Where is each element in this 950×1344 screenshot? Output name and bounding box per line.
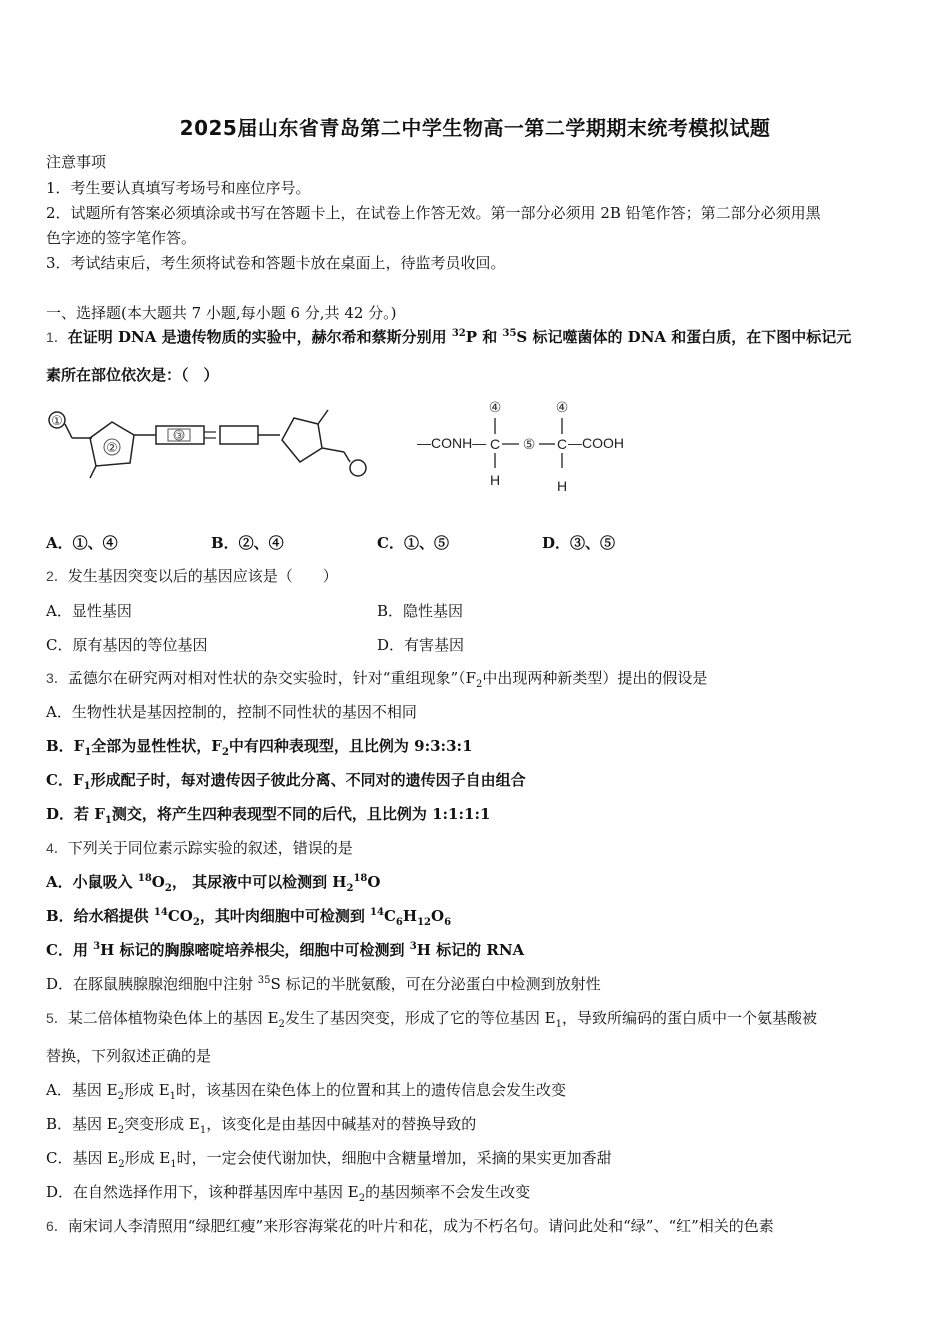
option-d[interactable]: D．有害基因 xyxy=(377,636,465,654)
question-6: 6．南宋词人李清照用“绿肥红瘦”来形容海棠花的叶片和花，成为不朽名句。请问此处和“绿”、“红”相关的色素 xyxy=(46,1217,774,1235)
notice-heading: 注意事项 xyxy=(46,153,107,171)
nucleotide-diagram xyxy=(44,400,374,490)
notice-item-1: 1．考生要认真填写考场号和座位序号。 xyxy=(46,179,311,197)
question-4-option-d[interactable]: D．在豚鼠胰腺腺泡细胞中注射 $^{35}$S 标记的半胱氨酸，可在分泌蛋白中检测到放射性 xyxy=(46,975,601,993)
question-5: 5．某二倍体植物染色体上的基因 $E_2$发生了基因突变，形成了它的等位基因 $E_1$，导致所编码的蛋白质中一个氨基酸被 xyxy=(46,1009,818,1030)
option-a[interactable]: A．显性基因 xyxy=(46,602,132,620)
question-1: 1．在证明 DNA 是遗传物质的实验中，赫尔希和蔡斯分别用 $^{32}$P 和 $^{35}$S 标记噬菌体的 DNA 和蛋白质，在下图中标记元 xyxy=(46,328,852,346)
label-1: ① xyxy=(51,414,63,429)
question-2: 2．发生基因突变以后的基因应该是（ ） xyxy=(46,567,338,585)
option-b[interactable]: B．隐性基因 xyxy=(377,602,464,620)
question-3: 3．孟德尔在研究两对相对性状的杂交实验时，针对“重组现象$”(F_2$中出现两种新类型）提出的假设是 xyxy=(46,669,708,690)
question-number: 1． xyxy=(46,329,68,345)
question-number: 3． xyxy=(46,670,68,686)
question-5-cont: 替换，下列叙述正确的是 xyxy=(46,1047,212,1065)
question-number: 4． xyxy=(46,840,68,856)
notice-item-3: 3．考试结束后，考生须将试卷和答题卡放在桌面上，待监考员收回。 xyxy=(46,254,506,272)
question-1-options xyxy=(46,532,906,552)
question-3-option-c[interactable]: C．$F_1$形成配子时，每对遗传因子彼此分离、不同对的遗传因子自由组合 xyxy=(46,771,526,792)
peptide-diagram xyxy=(414,396,634,496)
alpha-carbon-right: C xyxy=(556,436,568,452)
cooh-group: —COOH xyxy=(568,435,624,451)
question-4-option-b[interactable]: B．给水稻提供 $^{14}CO_2$，其叶肉细胞中可检测到 $^{14}C_6H_{12}O_6$ xyxy=(46,907,452,928)
question-4: 4．下列关于同位素示踪实验的叙述，错误的是 xyxy=(46,839,353,857)
question-5-option-b[interactable]: B．基因 $E_2$突变形成 $E_1$，该变化是由基因中碱基对的替换导致的 xyxy=(46,1115,477,1136)
question-5-option-c[interactable]: C．基因 $E_2$形成 $E_1$时，一定会使代谢加快，细胞中含糖量增加，采摘的果实更加香甜 xyxy=(46,1149,612,1170)
section-heading: 一、选择题(本大题共 7 小题,每小题 6 分,共 42 分。) xyxy=(46,304,397,322)
option-c[interactable]: C．原有基因的等位基因 xyxy=(46,636,208,654)
question-2-options-row2 xyxy=(46,634,906,654)
question-number: 2． xyxy=(46,568,68,584)
question-2-options-row1 xyxy=(46,600,906,620)
question-3-option-d[interactable]: D．若 $F_1$测交，将产生四种表现型不同的后代，且比例为 1:1:1:1 xyxy=(46,805,491,826)
option-c[interactable]: C．①、⑤ xyxy=(377,534,449,552)
hydrogen-right: H xyxy=(556,478,568,494)
question-1-cont: 素所在部位依次是：（ ） xyxy=(46,366,219,384)
question-4-option-c[interactable]: C．用 $^3$H 标记的胸腺嘧啶培养根尖，细胞中可检测到 $^3$H 标记的 RNA xyxy=(46,941,525,959)
question-5-option-d[interactable]: D．在自然选择作用下，该种群基因库中基因 $E_2$的基因频率不会发生改变 xyxy=(46,1183,531,1204)
sugar-pentagon-right xyxy=(282,418,322,462)
question-number: 6． xyxy=(46,1218,68,1234)
exam-title: 2025届山东省青岛第二中学生物高一第二学期期末统考模拟试题 xyxy=(179,116,771,140)
label-2: ② xyxy=(106,441,118,456)
question-5-option-a[interactable]: A．基因 $E_2$形成 $E_1$时，该基因在染色体上的位置和其上的遗传信息会发生改变 xyxy=(46,1081,567,1102)
option-d[interactable]: D．③、⑤ xyxy=(542,534,616,552)
hydrogen-left: H xyxy=(489,472,501,488)
label-4-left: ④ xyxy=(488,400,502,416)
label-4-right: ④ xyxy=(555,400,569,416)
label-5: ⑤ xyxy=(522,437,536,453)
question-4-option-a[interactable]: A．小鼠吸入 $^{18}O_2$， 其尿液中可以检测到 $H_2^{18}O$ xyxy=(46,873,381,894)
conh-group: —CONH— xyxy=(417,435,487,451)
base-rect-right xyxy=(220,426,258,444)
notice-item-2-cont: 色字迹的签字笔作答。 xyxy=(46,229,197,247)
option-b[interactable]: B．②、④ xyxy=(211,534,284,552)
notice-item-2: 2．试题所有答案必须填涂或书写在答题卡上，在试卷上作答无效。第一部分必须用 2B 铅笔作答；第二部分必须用黑 xyxy=(46,204,821,222)
label-3: ③ xyxy=(174,431,184,442)
question-3-option-b[interactable]: B．$F_1$全部为显性性状，$F_2$中有四种表现型，且比例为 9:3:3:1 xyxy=(46,737,473,758)
question-number: 5． xyxy=(46,1010,68,1026)
question-3-option-a[interactable]: A．生物性状是基因控制的，控制不同性状的基因不相同 xyxy=(46,703,417,721)
alpha-carbon-left: C xyxy=(489,436,501,452)
option-a[interactable]: A．①、④ xyxy=(46,534,118,552)
